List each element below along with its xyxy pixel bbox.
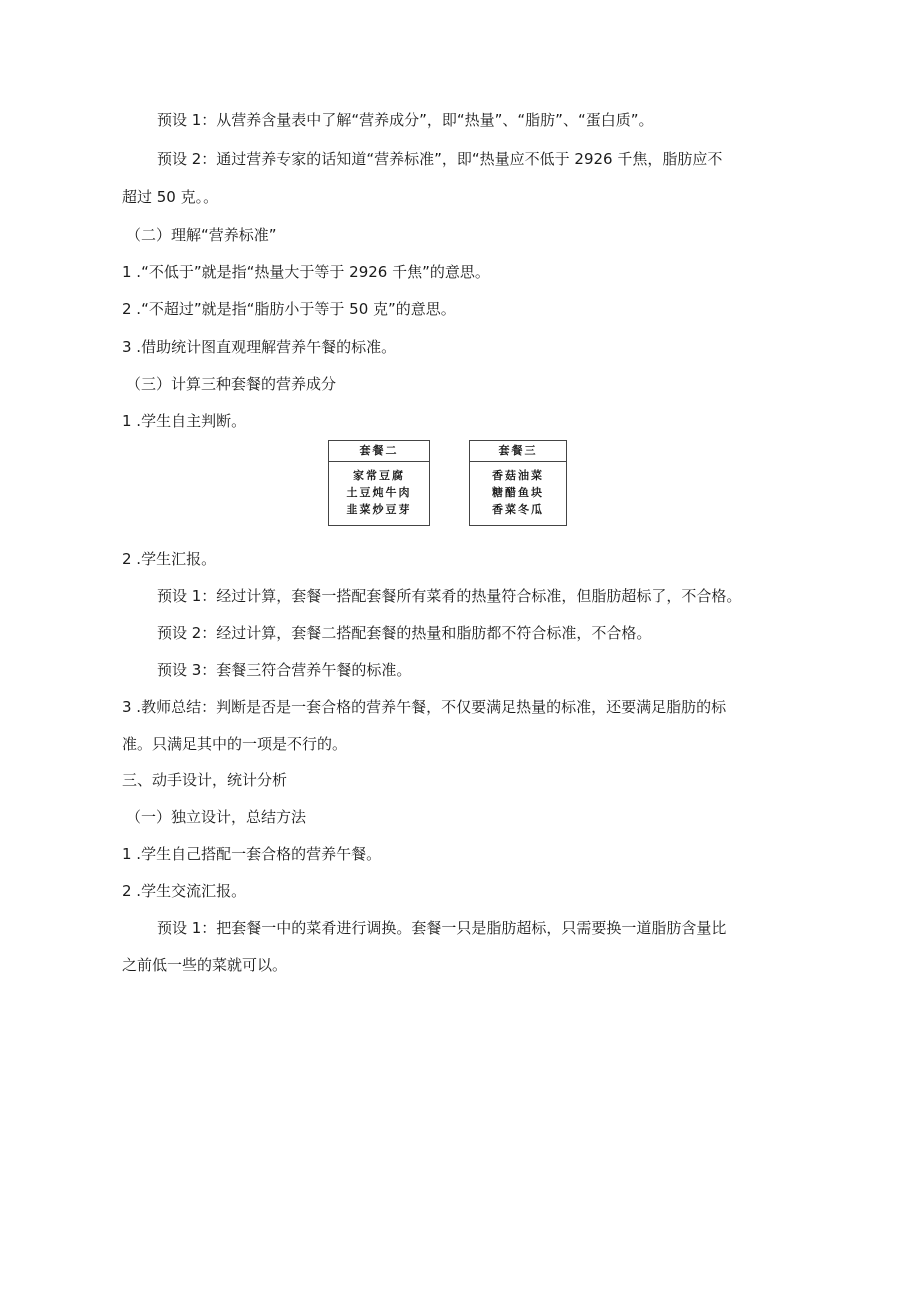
- menu-item: 香菜冬瓜: [492, 503, 544, 516]
- menu-card-items: [470, 462, 566, 518]
- list-item-report: 2 .学生汇报。: [122, 550, 217, 568]
- menu-item: 家常豆腐: [353, 469, 405, 482]
- list-item-teacher-summary: 3 .教师总结：判断是否是一套合格的营养午餐，不仅要满足热量的标准，还要满足脂肪的标: [122, 698, 727, 716]
- paragraph-preset-1: 预设 1：从营养含量表中了解“营养成分”，即“热量”、“脂肪”、“蛋白质”。: [157, 111, 654, 129]
- paragraph-preset-2: 预设 2：通过营养专家的话知道“营养标准”，即“热量应不低于 2926 千焦，脂肪应不: [157, 150, 723, 168]
- menu-item: 香菇油菜: [492, 469, 544, 482]
- menu-card-set-three: [469, 440, 567, 526]
- list-item-self-judge: 1 .学生自主判断。: [122, 412, 247, 430]
- list-item-2: 2 .“不超过”就是指“脂肪小于等于 50 克”的意思。: [122, 300, 456, 318]
- list-item-exchange-report: 2 .学生交流汇报。: [122, 882, 247, 900]
- section-heading-independent-design: （一）独立设计，总结方法: [126, 808, 307, 826]
- paragraph-report-preset-3: 预设 3：套餐三符合营养午餐的标准。: [157, 661, 412, 679]
- menu-card-items: [329, 462, 429, 518]
- paragraph-exchange-preset-1-cont: 之前低一些的菜就可以。: [122, 956, 288, 974]
- menu-card-title: 套餐二: [329, 441, 429, 462]
- paragraph-report-preset-2: 预设 2：经过计算，套餐二搭配套餐的热量和脂肪都不符合标准，不合格。: [157, 624, 652, 642]
- paragraph-exchange-preset-1: 预设 1：把套餐一中的菜肴进行调换。套餐一只是脂肪超标，只需要换一道脂肪含量比: [157, 919, 727, 937]
- list-item-teacher-summary-cont: 准。只满足其中的一项是不行的。: [122, 735, 348, 753]
- menu-item: 土豆炖牛肉: [346, 486, 412, 499]
- section-heading-understand-standard: （二）理解“营养标准”: [126, 226, 277, 244]
- list-item-self-match: 1 .学生自己搭配一套合格的营养午餐。: [122, 845, 382, 863]
- list-item-3: 3 .借助统计图直观理解营养午餐的标准。: [122, 338, 397, 356]
- paragraph-preset-2-cont: 超过 50 克。。: [122, 188, 219, 206]
- menu-card-set-two: [328, 440, 430, 526]
- menu-item: 韭菜炒豆芽: [346, 503, 412, 516]
- list-item-1: 1 .“不低于”就是指“热量大于等于 2926 千焦”的意思。: [122, 263, 490, 281]
- menu-card-title: 套餐三: [470, 441, 566, 462]
- menu-item: 糖醋鱼块: [492, 486, 544, 499]
- section-heading-calculate: （三）计算三种套餐的营养成分: [126, 375, 337, 393]
- paragraph-report-preset-1: 预设 1：经过计算，套餐一搭配套餐所有菜肴的热量符合标准，但脂肪超标了，不合格。: [157, 587, 742, 605]
- section-heading-design-analyze: 三、动手设计，统计分析: [122, 771, 288, 789]
